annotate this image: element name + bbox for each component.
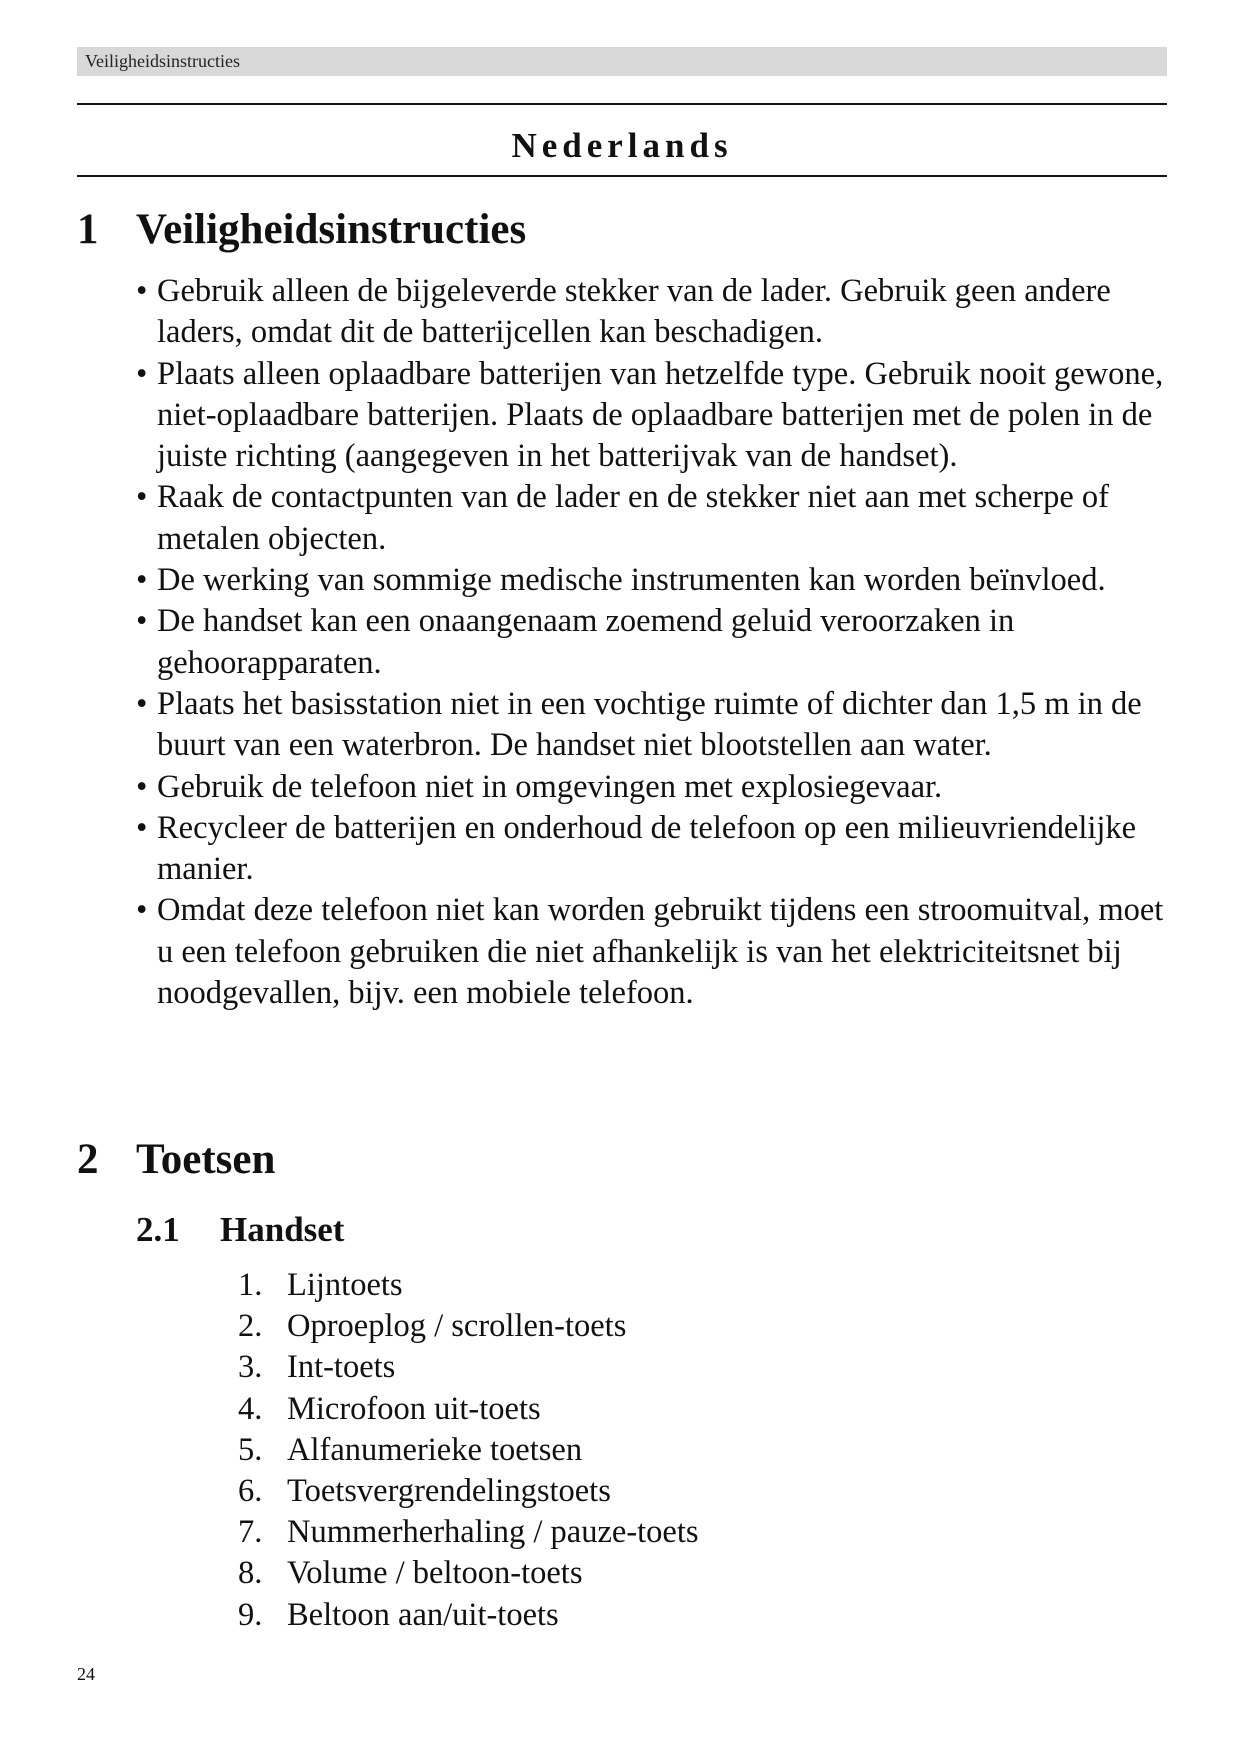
list-item-text: Omdat deze telefoon niet kan worden gebruikt tijdens een stroomuitval, moet u een telefoon gebruiken die niet afhankelijk is van het elektriciteitsnet bij noodgevallen, bijv. een mobiele telefoon. — [157, 892, 1164, 1012]
list-item — [136, 890, 1176, 1014]
running-header: Veiligheidsinstructies — [77, 47, 1167, 76]
list-item — [136, 560, 1176, 601]
bullet: • — [136, 685, 148, 722]
list-item-text: Beltoon aan/uit-toets — [287, 1596, 559, 1633]
list-item-text: Plaats het basisstation niet in een vochtige ruimte of dichter dan 1,5 m in de buurt van een waterbron. De handset niet blootstellen aan water. — [157, 685, 1142, 764]
list-item-text: Plaats alleen oplaadbare batterijen van hetzelfde type. Gebruik nooit gewone, niet-oplaadbare batterijen. Plaats de oplaadbare batterijen met de polen in de juiste richting (aangegeven in het batterijvak van de handset). — [157, 355, 1164, 475]
list-item-number: 1. — [238, 1267, 263, 1303]
section-title: Toetsen — [136, 1136, 276, 1183]
list-item — [136, 684, 1176, 767]
list-item-text: Volume / beltoon-toets — [287, 1555, 583, 1592]
list-item-text: De handset kan een onaangenaam zoemend geluid veroorzaken in gehoorapparaten. — [157, 603, 1015, 681]
list-item — [238, 1265, 699, 1306]
list-item — [136, 767, 1176, 808]
list-item — [238, 1553, 699, 1594]
section-2-heading — [77, 1135, 275, 1185]
list-item-text: Gebruik de telefoon niet in omgevingen met explosiegevaar. — [157, 768, 943, 805]
list-item-number: 4. — [238, 1390, 263, 1427]
list-item — [136, 477, 1176, 560]
list-item-text: Nummerherhaling / pauze-toets — [287, 1514, 699, 1551]
list-item — [238, 1595, 699, 1636]
handset-keys-list — [238, 1265, 699, 1636]
list-item-number: 9. — [238, 1596, 263, 1633]
list-item — [238, 1430, 699, 1471]
subsection-number: 2.1 — [136, 1210, 180, 1249]
section-title: Veiligheidsinstructies — [136, 206, 527, 253]
list-item-text: De werking van sommige medische instrumenten kan worden beïnvloed. — [157, 562, 1106, 599]
subsection-2-1-heading — [136, 1208, 344, 1252]
section-number: 1 — [77, 206, 99, 253]
list-item-text: Toetsvergrendelingstoets — [287, 1473, 611, 1510]
list-item-text: Raak de contactpunten van de lader en de stekker niet aan met scherpe of metalen objecten. — [157, 479, 1110, 557]
list-item-number: 5. — [238, 1431, 263, 1468]
bullet: • — [136, 355, 148, 392]
list-item-text: Int-toets — [287, 1349, 396, 1386]
list-item-number: 3. — [238, 1349, 263, 1386]
bullet: • — [136, 768, 148, 805]
list-item — [136, 271, 1176, 354]
section-number: 2 — [77, 1136, 99, 1183]
list-item-text: Alfanumerieke toetsen — [287, 1431, 583, 1468]
list-item — [238, 1389, 699, 1430]
list-item-number: 6. — [238, 1473, 263, 1510]
list-item — [238, 1306, 699, 1347]
list-item — [136, 601, 1176, 684]
list-item-number: 7. — [238, 1514, 263, 1551]
subsection-title: Handset — [220, 1210, 345, 1249]
list-item — [136, 354, 1176, 478]
list-item-text: Recycleer de batterijen en onderhoud de telefoon op een milieuvriendelijke manier. — [157, 809, 1137, 888]
page-number: 24 — [77, 1664, 95, 1684]
list-item — [136, 808, 1176, 891]
list-item-text: Lijntoets — [287, 1267, 403, 1303]
list-item-number: 2. — [238, 1308, 263, 1345]
list-item-text: Microfoon uit-toets — [287, 1390, 541, 1427]
language-banner-rule-top — [77, 103, 1167, 105]
list-item — [238, 1347, 699, 1388]
bullet: • — [136, 562, 148, 599]
list-item — [238, 1471, 699, 1512]
language-title: Nederlands — [511, 126, 733, 165]
list-item-number: 8. — [238, 1555, 263, 1592]
section-1-heading — [77, 205, 526, 255]
bullet: • — [136, 603, 148, 640]
list-item-text: Gebruik alleen de bijgeleverde stekker van de lader. Gebruik geen andere laders, omdat dit de batterijcellen kan beschadigen. — [157, 273, 1111, 351]
language-banner-rule-bottom — [77, 175, 1167, 177]
bullet: • — [136, 892, 148, 929]
list-item-text: Oproeplog / scrollen-toets — [287, 1308, 627, 1345]
safety-instructions-list — [136, 271, 1176, 1014]
bullet: • — [136, 273, 148, 309]
list-item — [238, 1512, 699, 1553]
bullet: • — [136, 479, 148, 516]
bullet: • — [136, 809, 148, 846]
